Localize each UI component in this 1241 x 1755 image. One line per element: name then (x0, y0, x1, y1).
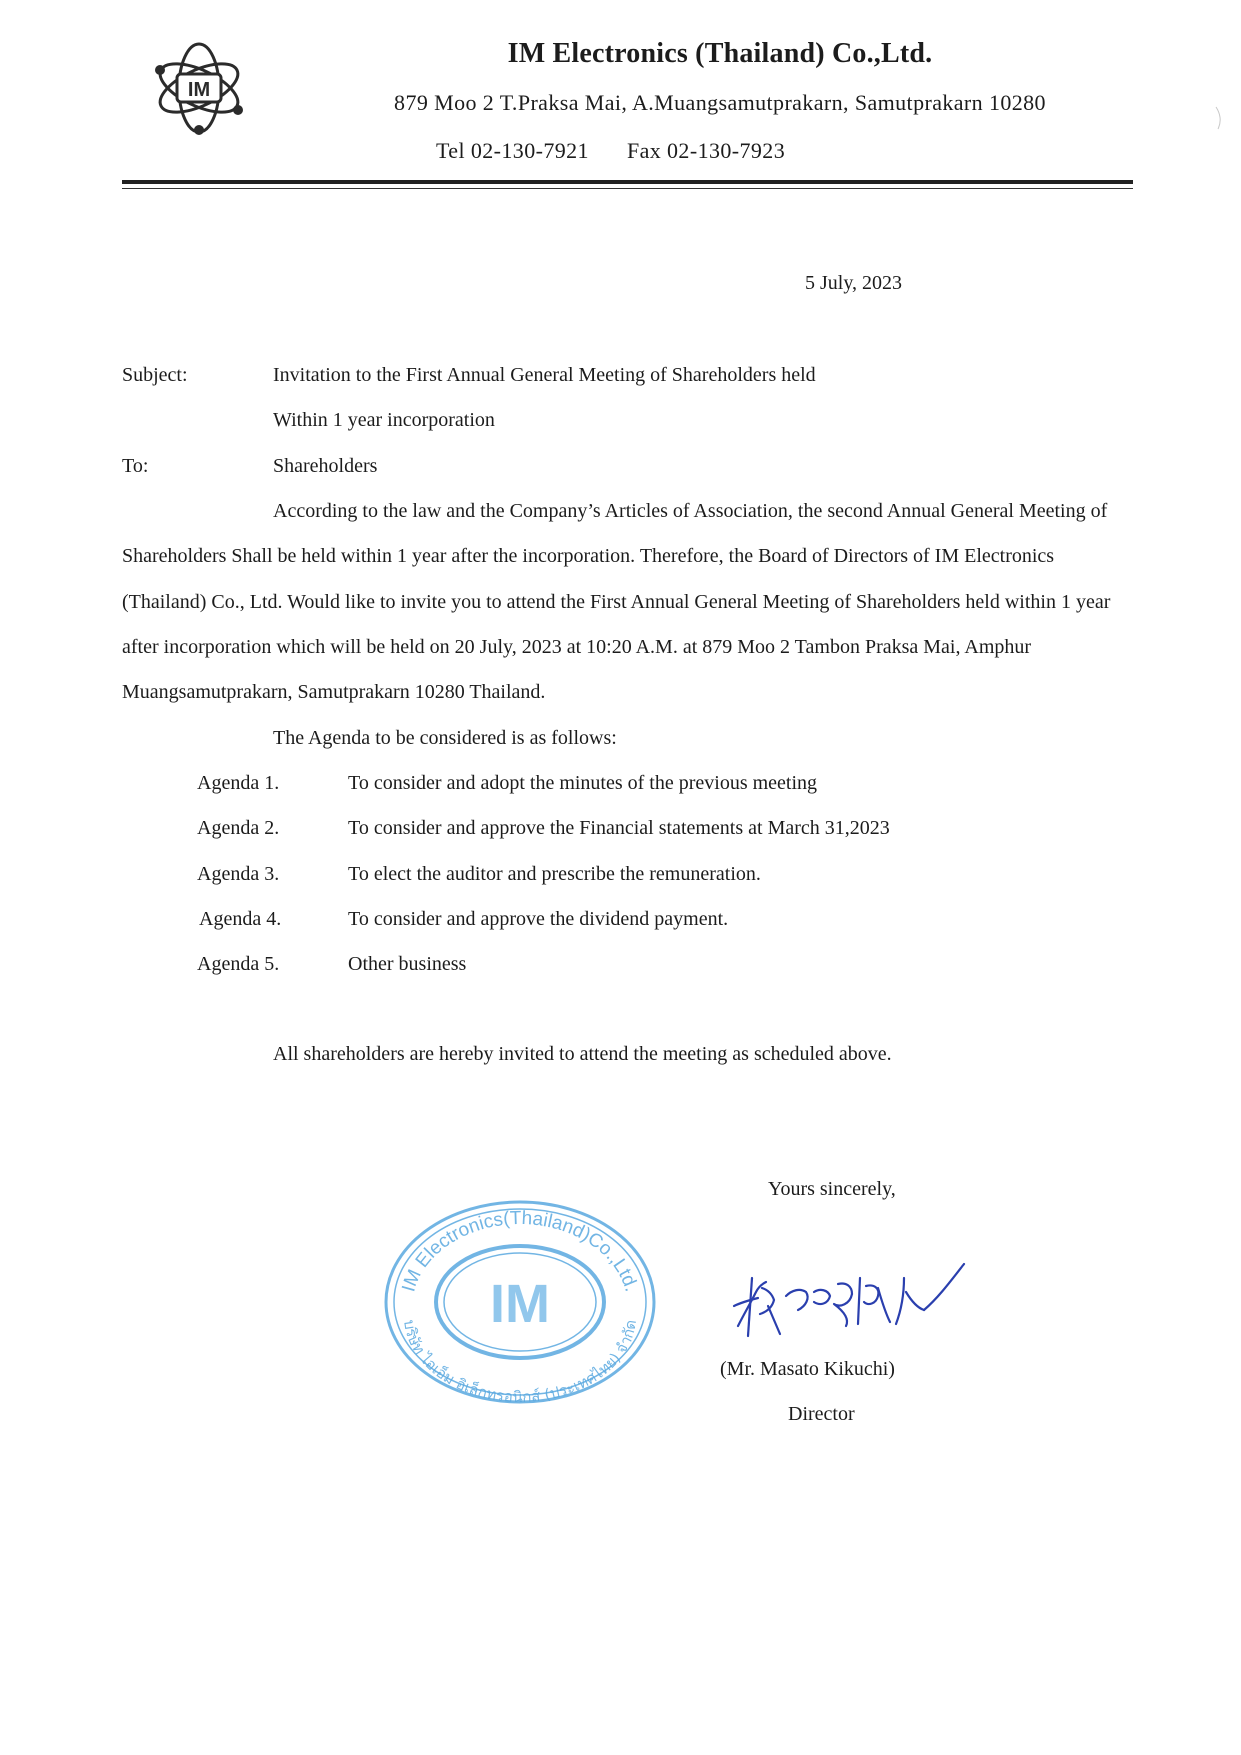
signer-title: Director (788, 1403, 855, 1425)
recipient: Shareholders (273, 455, 378, 477)
agenda-item: Other business (348, 953, 467, 975)
invitation-sentence: All shareholders are hereby invited to attend the meeting as scheduled above. (273, 1043, 892, 1065)
agenda-label: Agenda 2. (197, 817, 280, 839)
agenda-label: Agenda 1. (197, 772, 280, 794)
agenda-intro: The Agenda to be considered is as follows: (273, 727, 617, 749)
telephone: Tel 02-130-7921 (436, 138, 589, 163)
subject-line-1: Invitation to the First Annual General Meeting of Shareholders held (273, 364, 816, 386)
company-address: 879 Moo 2 T.Praksa Mai, A.Muangsamutprakarn, Samutprakarn 10280 (394, 90, 1046, 115)
subject-line-2: Within 1 year incorporation (273, 409, 495, 431)
body-text: According to the law and the Company’s Articles of Association, the second Annual General Meeting of Shareholders Shall be held within 1 year after the incorporation. Therefore, the Board of Directors of IM Electronics (Thailand) Co., Ltd. Would like to invite you to attend the First Annual General Meeting of Shareholders held within 1 year after incorporation which will be held on 20 July, 2023 at 10:20 A.M. at 879 Moo 2 Tambon Praksa Mai, Amphur Muangsamutprakarn, Samutprakarn 10280 Thailand. (122, 500, 1111, 704)
body-paragraph (122, 489, 1142, 715)
agenda-label: Agenda 5. (197, 953, 280, 975)
header-divider-thick (122, 180, 1133, 184)
agenda-label: Agenda 3. (197, 863, 280, 885)
to-label: To: (122, 455, 149, 477)
stamp-outer-text: IM Electronics(Thailand)Co.,Ltd. (398, 1207, 642, 1295)
agenda-label: Agenda 4. (199, 908, 282, 930)
agenda-item: To consider and approve the Financial statements at March 31,2023 (348, 817, 890, 839)
scan-edge-mark (1212, 105, 1226, 131)
agenda-item: To consider and approve the dividend payment. (348, 908, 729, 930)
stamp-center-text: IM (490, 1274, 550, 1334)
contact-line (436, 138, 785, 164)
header-divider-thin (122, 188, 1133, 189)
logo-text: IM (187, 79, 211, 101)
agenda-item: To elect the auditor and prescribe the remuneration. (348, 863, 761, 885)
stamp-lower-text: บริษัท ไอเอ็ม อิเล็กทรอนิกส์ (ประเทศไทย) จำกัด (400, 1318, 640, 1407)
signer-name: (Mr. Masato Kikuchi) (720, 1358, 895, 1380)
closing: Yours sincerely, (768, 1178, 896, 1200)
agenda-item: To consider and adopt the minutes of the previous meeting (348, 772, 818, 794)
handwritten-signature (728, 1248, 968, 1344)
company-logo (148, 40, 250, 136)
fax: Fax 02-130-7923 (626, 138, 786, 163)
company-stamp (378, 1196, 662, 1408)
subject-label: Subject: (122, 364, 188, 386)
company-name: IM Electronics (Thailand) Co.,Ltd. (507, 38, 933, 69)
letter-date: 5 July, 2023 (805, 272, 903, 294)
